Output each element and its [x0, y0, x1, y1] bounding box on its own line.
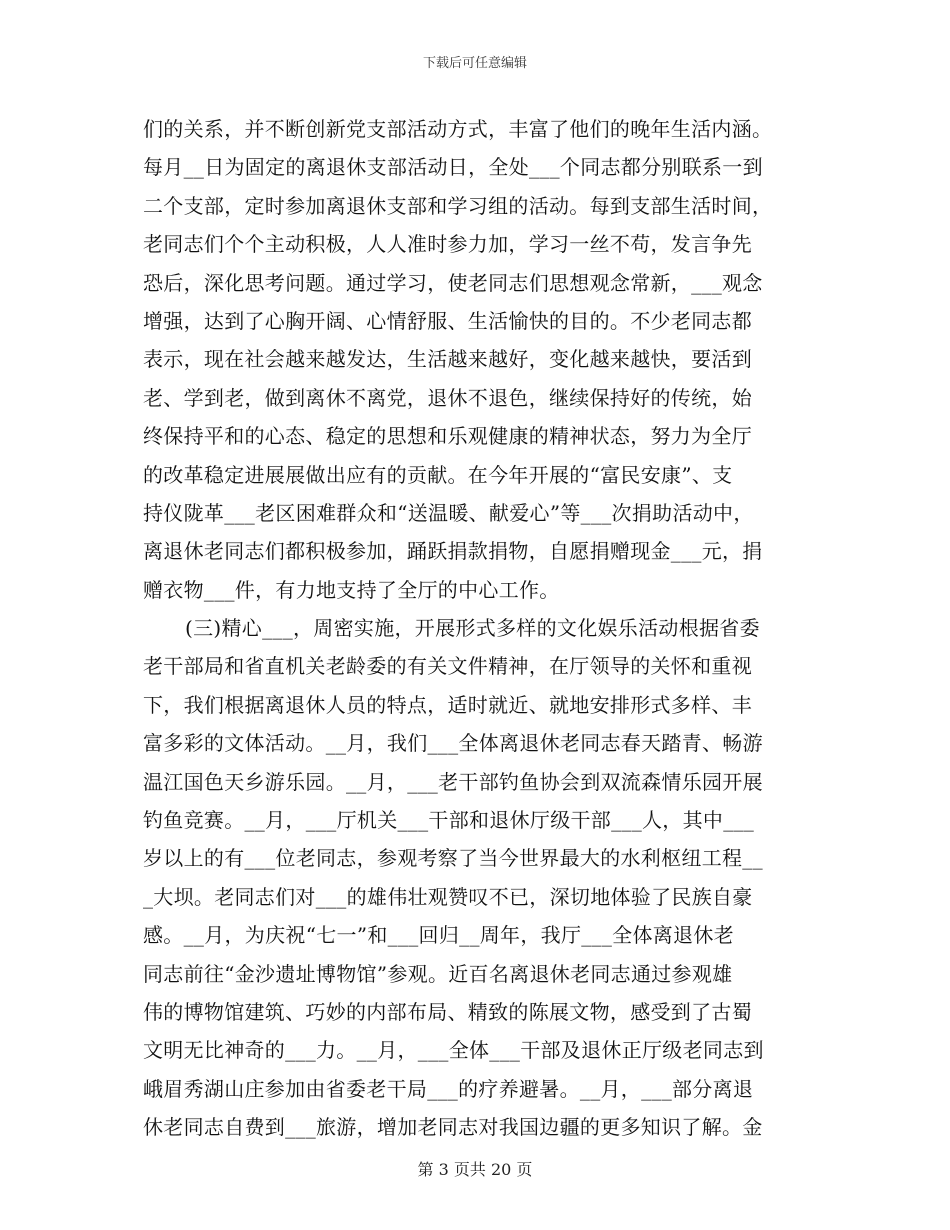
text-line: 伟的博物馆建筑、巧妙的内部布局、精致的陈展文物，感受到了古蜀 [143, 999, 752, 1024]
text-line: 离退休老同志们都积极参加，踊跃捐款捐物，自愿捐赠现金___元，捐 [143, 539, 763, 564]
text-line: 老、学到老，做到离休不离党，退休不退色，继续保持好的传统，始 [143, 385, 752, 410]
text-line: 峨眉秀湖山庄参加由省委老干局___的疗养避暑。__月，___部分离退 [143, 1076, 754, 1101]
text-line: 老干部局和省直机关老龄委的有关文件精神，在厅领导的关怀和重视 [143, 654, 752, 679]
text-line: 增强，达到了心胸开阔、心情舒服、生活愉快的目的。不少老同志都 [143, 308, 752, 333]
text-line: 老同志们个个主动积极，人人准时参力加，学习一丝不苟，发言争先 [143, 232, 752, 257]
text-line: 文明无比神奇的___力。__月，___全体___干部及退休正厅级老同志到 [143, 1038, 764, 1063]
text-line: 富多彩的文体活动。__月，我们___全体离退休老同志春天踏青、畅游 [143, 731, 763, 756]
text-line: 钓鱼竞赛。__月，___厅机关___干部和退休厅级干部___人，其中___ [143, 808, 755, 833]
text-line: (三)精心___，周密实施，开展形式多样的文化娱乐活动根据省委 [185, 616, 760, 641]
text-line: 的改革稳定进展展做出应有的贡献。在今年开展的“富民安康”、支 [143, 462, 733, 487]
text-line: 持仪陇革___老区困难群众和“送温暖、献爱心”等___次捐助活动中， [143, 500, 754, 525]
text-line: 恐后，深化思考问题。通过学习，使老同志们思想观念常新，___观念 [143, 270, 763, 295]
page-header-note: 下载后可任意编辑 [422, 56, 527, 71]
text-line: 二个支部，定时参加离退休支部和学习组的活动。每到支部生活时间， [143, 193, 773, 218]
text-line: 岁以上的有___位老同志，参观考察了当今世界最大的水利枢纽工程__ [143, 846, 763, 871]
text-line: 感。__月，为庆祝“七一”和___回归__周年，我厅___全体离退休老 [143, 923, 734, 948]
text-line: 每月__日为固定的离退休支部活动日，全处___个同志都分别联系一到 [143, 155, 763, 180]
text-line: _大坝。老同志们对___的雄伟壮观赞叹不已，深切地体验了民族自豪 [143, 884, 753, 909]
document-body [143, 110, 809, 1147]
text-line: 休老同志自费到___旅游，增加老同志对我国边疆的更多知识了解。金 [143, 1115, 763, 1140]
text-line: 温江国色天乡游乐园。__月，___老干部钓鱼协会到双流森情乐园开展 [143, 769, 763, 794]
text-line: 下，我们根据离退休人员的特点，适时就近、就地安排形式多样、丰 [143, 692, 752, 717]
text-line: 终保持平和的心态、稳定的思想和乐观健康的精神状态，努力为全厅 [143, 424, 752, 449]
text-line: 同志前往“金沙遗址博物馆”参观。近百名离退休老同志通过参观雄 [143, 961, 733, 986]
text-line: 表示，现在社会越来越发达，生活越来越好，变化越来越快，要活到 [143, 347, 752, 372]
text-line: 们的关系，并不断创新党支部活动方式，丰富了他们的晚年生活内涵。 [143, 117, 773, 141]
text-line: 赠衣物___件，有力地支持了全厅的中心工作。 [143, 577, 560, 602]
page-number: 第 3 页共 20 页 [417, 1160, 533, 1179]
